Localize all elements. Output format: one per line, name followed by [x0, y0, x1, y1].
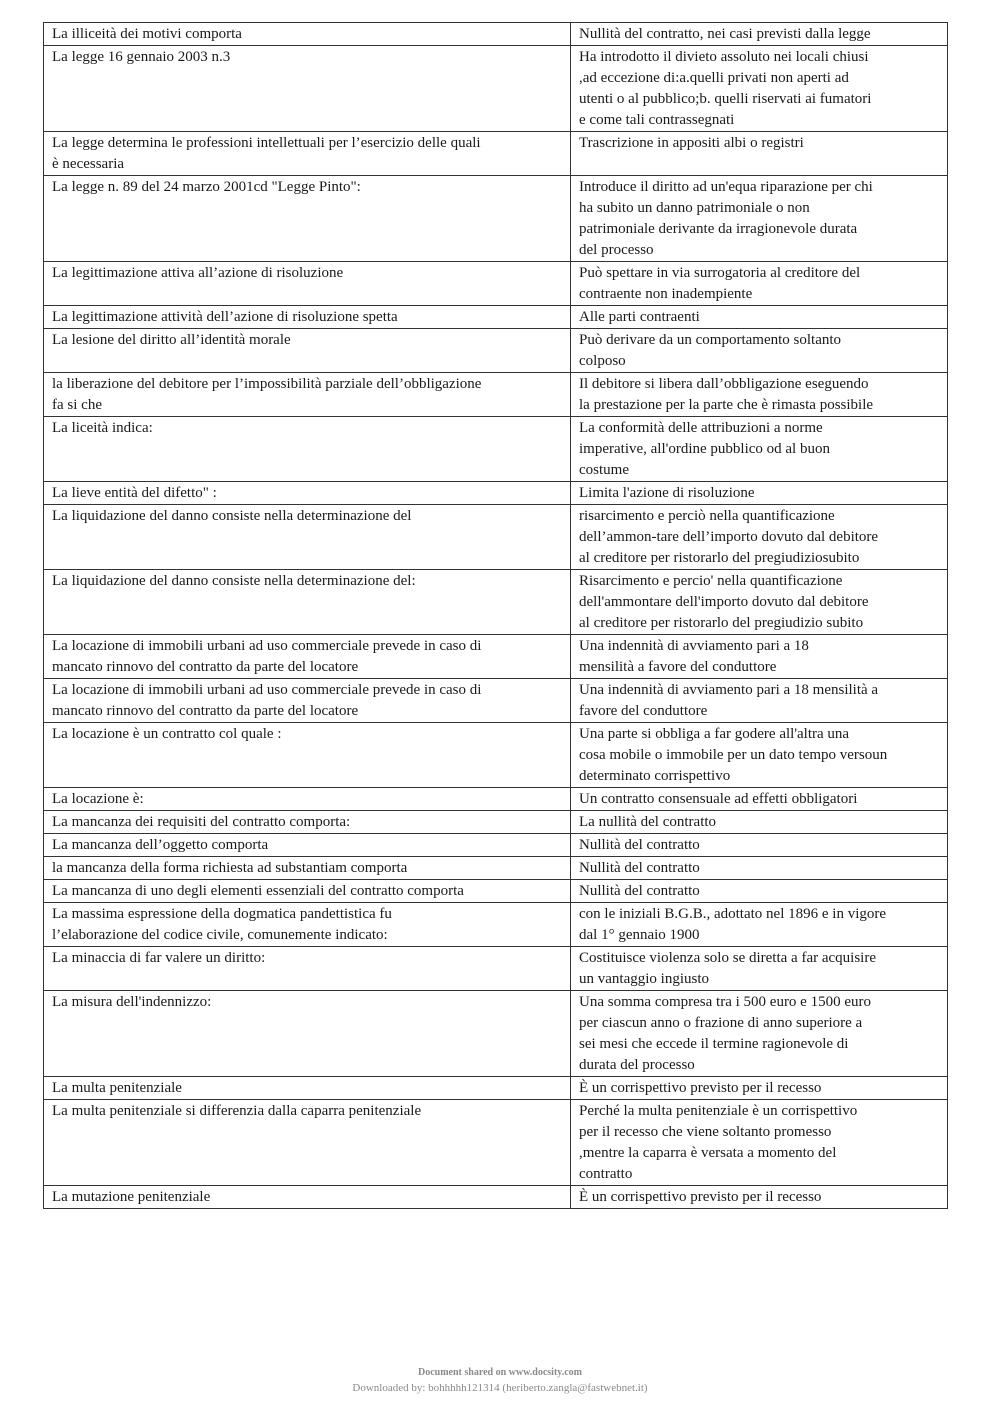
- table-row: [44, 482, 948, 505]
- question-cell: La mutazione penitenziale: [44, 1186, 571, 1209]
- question-cell: La mancanza dell’oggetto comporta: [44, 834, 571, 857]
- answer-cell: La nullità del contratto: [571, 811, 948, 834]
- answer-cell: Una indennità di avviamento pari a 18 mensilità a favore del conduttore: [571, 635, 948, 679]
- table-row: [44, 329, 948, 373]
- answer-cell: Costituisce violenza solo se diretta a far acquisire un vantaggio ingiusto: [571, 947, 948, 991]
- question-cell: La massima espressione della dogmatica pandettistica fu l’elaborazione del codice civile, comunemente indicato:: [44, 903, 571, 947]
- question-cell: La mancanza dei requisiti del contratto comporta:: [44, 811, 571, 834]
- table-row: [44, 811, 948, 834]
- answer-cell: Una indennità di avviamento pari a 18 mensilità a favore del conduttore: [571, 679, 948, 723]
- answer-cell: È un corrispettivo previsto per il recesso: [571, 1077, 948, 1100]
- question-cell: La liquidazione del danno consiste nella determinazione del: [44, 505, 571, 570]
- table-row: [44, 947, 948, 991]
- question-cell: La locazione è un contratto col quale :: [44, 723, 571, 788]
- footer-download-note: Downloaded by: bohhhhh121314 (heriberto.zangla@fastwebnet.it): [352, 1382, 648, 1394]
- answer-cell: con le iniziali B.G.B., adottato nel 1896 e in vigore dal 1° gennaio 1900: [571, 903, 948, 947]
- qa-table: [43, 22, 948, 1209]
- question-cell: La multa penitenziale: [44, 1077, 571, 1100]
- table-row: [44, 23, 948, 46]
- question-cell: La locazione di immobili urbani ad uso commerciale prevede in caso di mancato rinnovo del contratto da parte del locatore: [44, 679, 571, 723]
- answer-cell: Nullità del contratto: [571, 880, 948, 903]
- question-cell: la mancanza della forma richiesta ad substantiam comporta: [44, 857, 571, 880]
- table-row: [44, 788, 948, 811]
- question-cell: La legittimazione attività dell’azione di risoluzione spetta: [44, 306, 571, 329]
- table-row: [44, 880, 948, 903]
- table-row: [44, 306, 948, 329]
- table-row: [44, 834, 948, 857]
- answer-cell: È un corrispettivo previsto per il recesso: [571, 1186, 948, 1209]
- answer-cell: Limita l'azione di risoluzione: [571, 482, 948, 505]
- question-cell: La mancanza di uno degli elementi essenziali del contratto comporta: [44, 880, 571, 903]
- table-row: [44, 635, 948, 679]
- question-cell: La legittimazione attiva all’azione di risoluzione: [44, 262, 571, 306]
- answer-cell: Introduce il diritto ad un'equa riparazione per chi ha subito un danno patrimoniale o non patrimoniale derivante da irragionevole durata del processo: [571, 176, 948, 262]
- question-cell: La legge n. 89 del 24 marzo 2001cd "Legge Pinto":: [44, 176, 571, 262]
- question-cell: La legge 16 gennaio 2003 n.3: [44, 46, 571, 132]
- table-row: [44, 373, 948, 417]
- answer-cell: Alle parti contraenti: [571, 306, 948, 329]
- answer-cell: Un contratto consensuale ad effetti obbligatori: [571, 788, 948, 811]
- question-cell: La legge determina le professioni intellettuali per l’esercizio delle quali è necessaria: [44, 132, 571, 176]
- answer-cell: Perché la multa penitenziale è un corrispettivo per il recesso che viene soltanto promesso ,mentre la caparra è versata a momento del contratto: [571, 1100, 948, 1186]
- answer-cell: Risarcimento e percio' nella quantificazione dell'ammontare dell'importo dovuto dal debitore al creditore per ristorarlo del pregiudizio subito: [571, 570, 948, 635]
- question-cell: La liquidazione del danno consiste nella determinazione del:: [44, 570, 571, 635]
- table-row: [44, 991, 948, 1077]
- answer-cell: Nullità del contratto: [571, 857, 948, 880]
- question-cell: La misura dell'indennizzo:: [44, 991, 571, 1077]
- table-row: [44, 723, 948, 788]
- question-cell: la liberazione del debitore per l’impossibilità parziale dell’obbligazione fa si che: [44, 373, 571, 417]
- question-cell: La locazione è:: [44, 788, 571, 811]
- answer-cell: Può derivare da un comportamento soltanto colposo: [571, 329, 948, 373]
- question-cell: La minaccia di far valere un diritto:: [44, 947, 571, 991]
- qa-table-body: [44, 23, 948, 1209]
- question-cell: La lesione del diritto all’identità morale: [44, 329, 571, 373]
- table-row: [44, 679, 948, 723]
- table-row: [44, 1077, 948, 1100]
- answer-cell: La conformità delle attribuzioni a norme imperative, all'ordine pubblico od al buon costume: [571, 417, 948, 482]
- question-cell: La locazione di immobili urbani ad uso commerciale prevede in caso di mancato rinnovo del contratto da parte del locatore: [44, 635, 571, 679]
- footer-shared-note: Document shared on www.docsity.com: [418, 1367, 582, 1378]
- answer-cell: risarcimento e perciò nella quantificazione dell’ammon-tare dell’importo dovuto dal debitore al creditore per ristorarlo del pregiudiziosubito: [571, 505, 948, 570]
- answer-cell: Nullità del contratto: [571, 834, 948, 857]
- table-row: [44, 505, 948, 570]
- table-row: [44, 1186, 948, 1209]
- answer-cell: Il debitore si libera dall’obbligazione eseguendo la prestazione per la parte che è rimasta possibile: [571, 373, 948, 417]
- table-row: [44, 417, 948, 482]
- question-cell: La illiceità dei motivi comporta: [44, 23, 571, 46]
- table-row: [44, 857, 948, 880]
- answer-cell: Può spettare in via surrogatoria al creditore del contraente non inadempiente: [571, 262, 948, 306]
- answer-cell: Una parte si obbliga a far godere all'altra una cosa mobile o immobile per un dato tempo versoun determinato corrispettivo: [571, 723, 948, 788]
- answer-cell: Ha introdotto il divieto assoluto nei locali chiusi ,ad eccezione di:a.quelli privati non aperti ad utenti o al pubblico;b. quelli riservati ai fumatori e come tali contrassegnati: [571, 46, 948, 132]
- table-row: [44, 262, 948, 306]
- table-row: [44, 176, 948, 262]
- table-row: [44, 46, 948, 132]
- question-cell: La multa penitenziale si differenzia dalla caparra penitenziale: [44, 1100, 571, 1186]
- question-cell: La liceità indica:: [44, 417, 571, 482]
- table-row: [44, 903, 948, 947]
- answer-cell: Una somma compresa tra i 500 euro e 1500 euro per ciascun anno o frazione di anno superiore a sei mesi che eccede il termine ragionevole di durata del processo: [571, 991, 948, 1077]
- question-cell: La lieve entità del difetto" :: [44, 482, 571, 505]
- table-row: [44, 570, 948, 635]
- table-row: [44, 132, 948, 176]
- table-row: [44, 1100, 948, 1186]
- answer-cell: Nullità del contratto, nei casi previsti dalla legge: [571, 23, 948, 46]
- answer-cell: Trascrizione in appositi albi o registri: [571, 132, 948, 176]
